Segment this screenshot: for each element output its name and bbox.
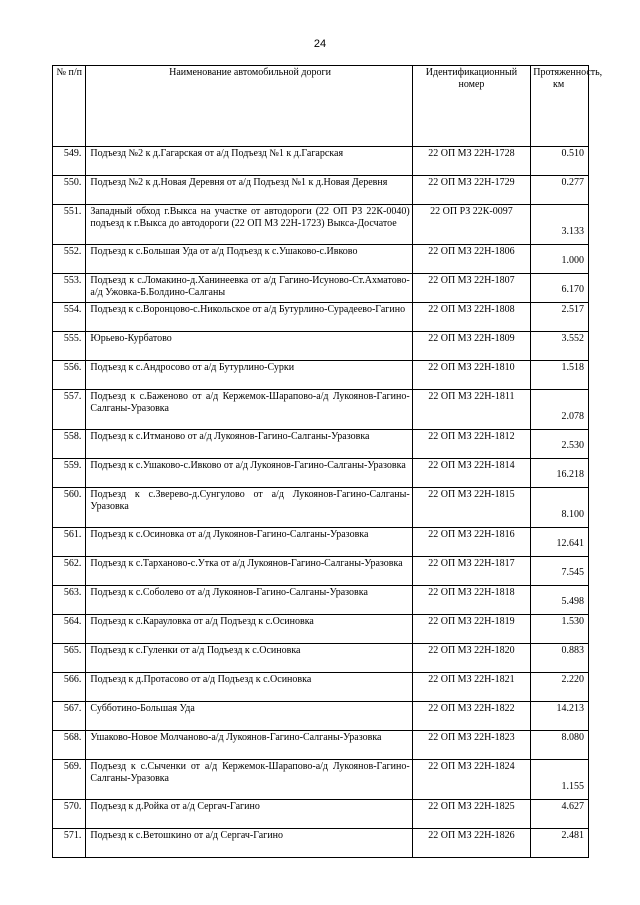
row-name: Западный обход г.Выкса на участке от автодороги (22 ОП РЗ 22К-0040) подъезд к г.Выкса до автодороги (22 ОП МЗ 22Н-1723) Выкса-Досчатое: [86, 205, 412, 245]
row-num: 568.: [53, 731, 86, 760]
row-id: 22 ОП МЗ 22Н-1819: [412, 615, 531, 644]
row-num: 565.: [53, 644, 86, 673]
row-length: 4.627: [531, 800, 589, 829]
row-length: 6.170: [531, 274, 589, 303]
row-id: 22 ОП МЗ 22Н-1825: [412, 800, 531, 829]
row-length: 2.481: [531, 829, 589, 858]
row-name: Юрьево-Курбатово: [86, 332, 412, 361]
row-name: Подъезд к с.Баженово от а/д Кержемок-Шарапово-а/д Лукоянов-Гагино-Салганы-Уразовка: [86, 390, 412, 430]
table-row: [53, 390, 589, 430]
row-length: 3.133: [531, 205, 589, 245]
row-num: 559.: [53, 459, 86, 488]
row-id: 22 ОП МЗ 22Н-1821: [412, 673, 531, 702]
row-id: 22 ОП МЗ 22Н-1808: [412, 303, 531, 332]
table-row: [53, 829, 589, 858]
row-num: 557.: [53, 390, 86, 430]
table-row: [53, 586, 589, 615]
row-name: Подъезд к д.Ройка от а/д Сергач-Гагино: [86, 800, 412, 829]
table-row: [53, 332, 589, 361]
row-length: 16.218: [531, 459, 589, 488]
table-row: [53, 430, 589, 459]
row-id: 22 ОП МЗ 22Н-1820: [412, 644, 531, 673]
table-row: [53, 800, 589, 829]
row-id: 22 ОП МЗ 22Н-1728: [412, 147, 531, 176]
row-id: 22 ОП МЗ 22Н-1809: [412, 332, 531, 361]
row-length: 1.530: [531, 615, 589, 644]
row-name: Подъезд к с.Зверево-д.Сунгулово от а/д Лукоянов-Гагино-Салганы-Уразовка: [86, 488, 412, 528]
row-name: Подъезд к с.Тарханово-с.Утка от а/д Лукоянов-Гагино-Салганы-Уразовка: [86, 557, 412, 586]
row-name: Подъезд к с.Андросово от а/д Бутурлино-Сурки: [86, 361, 412, 390]
row-length: 8.080: [531, 731, 589, 760]
row-length: 8.100: [531, 488, 589, 528]
row-length: 2.517: [531, 303, 589, 332]
header-length: Протяженность, км: [531, 66, 589, 147]
row-id: 22 ОП МЗ 22Н-1810: [412, 361, 531, 390]
table-row: [53, 176, 589, 205]
row-num: 570.: [53, 800, 86, 829]
table-row: [53, 274, 589, 303]
roads-table: [52, 65, 603, 858]
row-id: 22 ОП МЗ 22Н-1817: [412, 557, 531, 586]
table-row: [53, 644, 589, 673]
row-id: 22 ОП МЗ 22Н-1814: [412, 459, 531, 488]
row-num: 569.: [53, 760, 86, 800]
row-length: 3.552: [531, 332, 589, 361]
table-row: [53, 459, 589, 488]
row-name: Подъезд к с.Ветошкино от а/д Сергач-Гагино: [86, 829, 412, 858]
table-row: [53, 205, 589, 245]
row-num: 563.: [53, 586, 86, 615]
row-name: Подъезд к с.Соболево от а/д Лукоянов-Гагино-Салганы-Уразовка: [86, 586, 412, 615]
row-num: 555.: [53, 332, 86, 361]
row-num: 550.: [53, 176, 86, 205]
table-row: [53, 245, 589, 274]
row-length: 14.213: [531, 702, 589, 731]
row-name: Подъезд к с.Большая Уда от а/д Подъезд к с.Ушаково-с.Ивково: [86, 245, 412, 274]
table-row: [53, 361, 589, 390]
row-name: Подъезд №2 к д.Новая Деревня от а/д Подъезд №1 к д.Новая Деревня: [86, 176, 412, 205]
row-name: Подъезд к с.Сыченки от а/д Кержемок-Шарапово-а/д Лукоянов-Гагино-Салганы-Уразовка: [86, 760, 412, 800]
row-name: Субботино-Большая Уда: [86, 702, 412, 731]
row-length: 0.510: [531, 147, 589, 176]
table-row: [53, 615, 589, 644]
page-number: 24: [313, 38, 327, 50]
table-row: [53, 673, 589, 702]
row-length: 0.277: [531, 176, 589, 205]
row-length: 2.078: [531, 390, 589, 430]
row-num: 556.: [53, 361, 86, 390]
row-name: Подъезд к с.Карауловка от а/д Подъезд к с.Осиновка: [86, 615, 412, 644]
table-row: [53, 731, 589, 760]
table-row: [53, 557, 589, 586]
row-num: 551.: [53, 205, 86, 245]
row-num: 549.: [53, 147, 86, 176]
row-name: Подъезд к д.Протасово от а/д Подъезд к с.Осиновка: [86, 673, 412, 702]
row-num: 560.: [53, 488, 86, 528]
row-num: 562.: [53, 557, 86, 586]
row-name: Подъезд №2 к д.Гагарская от а/д Подъезд №1 к д.Гагарская: [86, 147, 412, 176]
row-id: 22 ОП МЗ 22Н-1811: [412, 390, 531, 430]
row-num: 564.: [53, 615, 86, 644]
row-id: 22 ОП МЗ 22Н-1816: [412, 528, 531, 557]
header-id: Идентификационный номер: [412, 66, 531, 147]
row-name: Подъезд к с.Гуленки от а/д Подъезд к с.Осиновка: [86, 644, 412, 673]
row-num: 566.: [53, 673, 86, 702]
table-header-row: [53, 66, 589, 147]
row-name: Подъезд к с.Ушаково-с.Ивково от а/д Лукоянов-Гагино-Салганы-Уразовка: [86, 459, 412, 488]
row-name: Подъезд к с.Ломакино-д.Ханинеевка от а/д Гагино-Исуново-Ст.Ахматово-а/д Ужовка-Б.Болдино-Салганы: [86, 274, 412, 303]
row-length: 2.220: [531, 673, 589, 702]
table-row: [53, 303, 589, 332]
row-id: 22 ОП МЗ 22Н-1818: [412, 586, 531, 615]
row-id: 22 ОП РЗ 22К-0097: [412, 205, 531, 245]
row-name: Ушаково-Новое Молчаново-а/д Лукоянов-Гагино-Салганы-Уразовка: [86, 731, 412, 760]
row-id: 22 ОП МЗ 22Н-1806: [412, 245, 531, 274]
row-id: 22 ОП МЗ 22Н-1824: [412, 760, 531, 800]
row-num: 553.: [53, 274, 86, 303]
row-id: 22 ОП МЗ 22Н-1826: [412, 829, 531, 858]
table-row: [53, 528, 589, 557]
row-length: 5.498: [531, 586, 589, 615]
row-length: 1.000: [531, 245, 589, 274]
row-length: 7.545: [531, 557, 589, 586]
row-length: 1.155: [531, 760, 589, 800]
table-row: [53, 488, 589, 528]
header-name: Наименование автомобильной дороги: [86, 66, 412, 147]
row-name: Подъезд к с.Воронцово-с.Никольское от а/д Бутурлино-Сурадеево-Гагино: [86, 303, 412, 332]
header-num: № п/п: [53, 66, 86, 147]
table-row: [53, 760, 589, 800]
row-num: 561.: [53, 528, 86, 557]
table-row: [53, 702, 589, 731]
row-name: Подъезд к с.Итманово от а/д Лукоянов-Гагино-Салганы-Уразовка: [86, 430, 412, 459]
row-id: 22 ОП МЗ 22Н-1823: [412, 731, 531, 760]
row-length: 1.518: [531, 361, 589, 390]
row-num: 558.: [53, 430, 86, 459]
table-row: [53, 147, 589, 176]
row-length: 2.530: [531, 430, 589, 459]
row-id: 22 ОП МЗ 22Н-1807: [412, 274, 531, 303]
row-length: 0.883: [531, 644, 589, 673]
row-id: 22 ОП МЗ 22Н-1729: [412, 176, 531, 205]
row-id: 22 ОП МЗ 22Н-1822: [412, 702, 531, 731]
row-num: 552.: [53, 245, 86, 274]
row-num: 571.: [53, 829, 86, 858]
row-num: 567.: [53, 702, 86, 731]
row-num: 554.: [53, 303, 86, 332]
row-length: 12.641: [531, 528, 589, 557]
row-name: Подъезд к с.Осиновка от а/д Лукоянов-Гагино-Салганы-Уразовка: [86, 528, 412, 557]
row-id: 22 ОП МЗ 22Н-1812: [412, 430, 531, 459]
row-id: 22 ОП МЗ 22Н-1815: [412, 488, 531, 528]
